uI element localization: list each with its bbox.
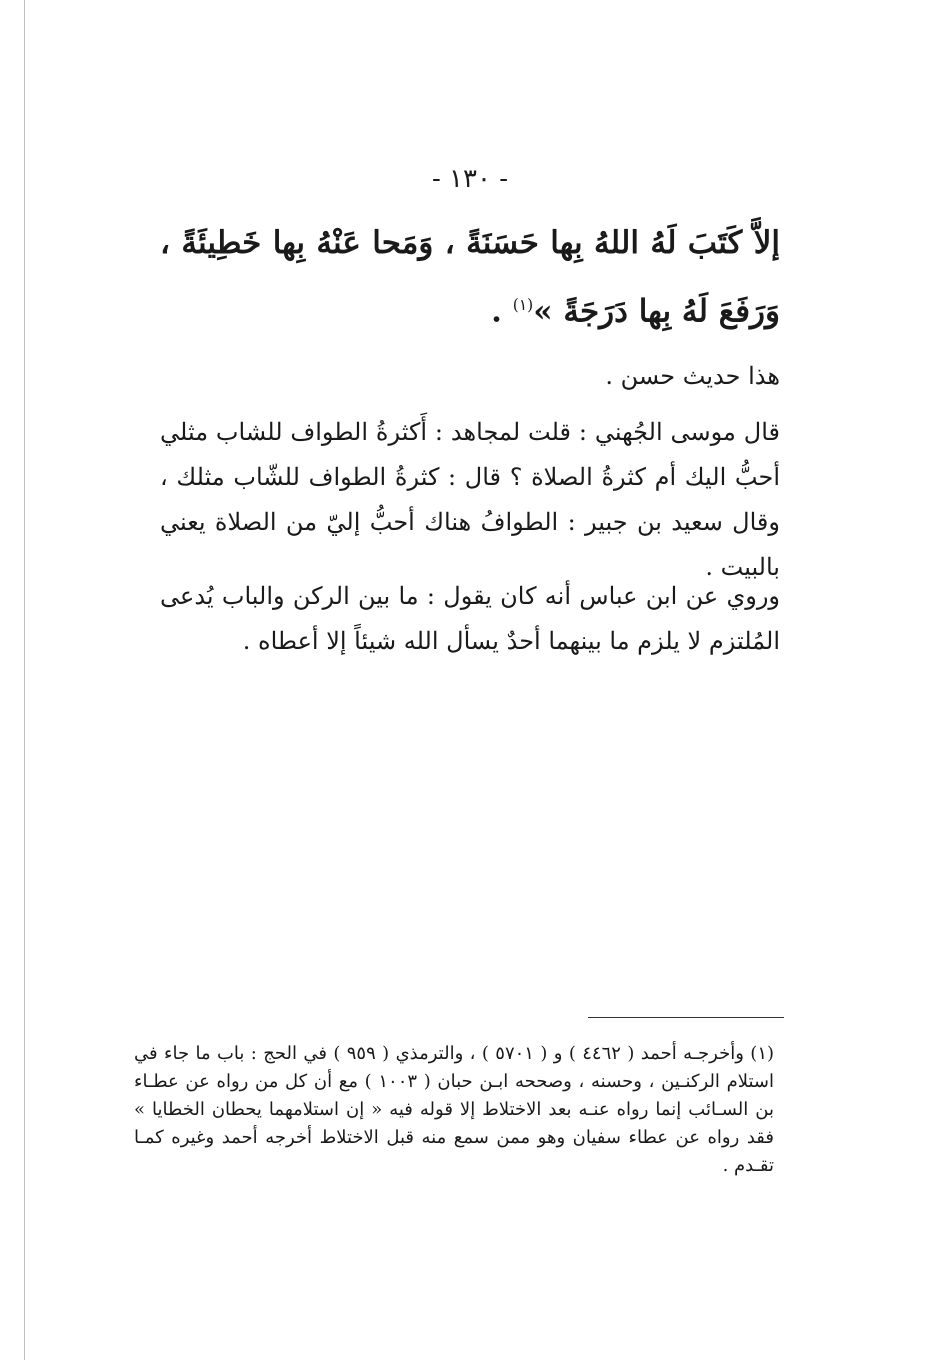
hadith-end-punct: . [491, 293, 513, 330]
footnote-separator [588, 1017, 784, 1018]
footnote-marker: (١) [512, 296, 534, 314]
page-number: - ١٣٠ - [431, 164, 509, 194]
footnote-text: (١) وأخرجـه أحمد ( ٤٤٦٢ ) و ( ٥٧٠١ ) ، والترمذي ( ٩٥٩ ) في الحج : باب ما جاء في استلام الركنـين ، وحسنه ، وصححه ابـن حبان ( ١٠٠٣ ) مع أن كل من رواه عن عطـاء بن السـائب إنما رواه عنـه بعد الاختلاط إلا قوله فيه « إن استلامهما يحطان الخطايا » فقد رواه عن عطاء سفيان وهو ممن سمع منه قبل الاختلاط أخرجه أحمد وغيره كمـا تقـدم . [134, 1043, 775, 1176]
paragraph-musa-juhani: قال موسى الجُهني : قلت لمجاهد : أَكثرةُ الطواف للشاب مثلي أحبُّ اليك أم كثرةُ الصلاة ؟ قال : كثرةُ الطواف للشّاب مثلك ، وقال سعيد بن جبير : الطوافُ هناك أحبُّ إليّ من الصلاة يعني بالبيت . [160, 418, 780, 581]
hadith-text [160, 212, 780, 342]
page-binding-edge [24, 0, 25, 1360]
hadith-body: إلاَّ كَتَبَ لَهُ اللهُ بِها حَسَنَةً ، وَمَحا عَنْهُ بِها خَطِيئَةً ، وَرَفَعَ لَهُ بِها دَرَجَةً » [160, 225, 780, 330]
paragraph-grading: هذا حديث حسن . [605, 362, 780, 390]
paragraph-ibn-abbas: وروي عن ابن عباس أنه كان يقول : ما بين الركن والباب يُدعى المُلتزم لا يلزم ما بينهما أحدٌ يسأل الله شيئاً إلا أعطاه . [160, 582, 780, 655]
